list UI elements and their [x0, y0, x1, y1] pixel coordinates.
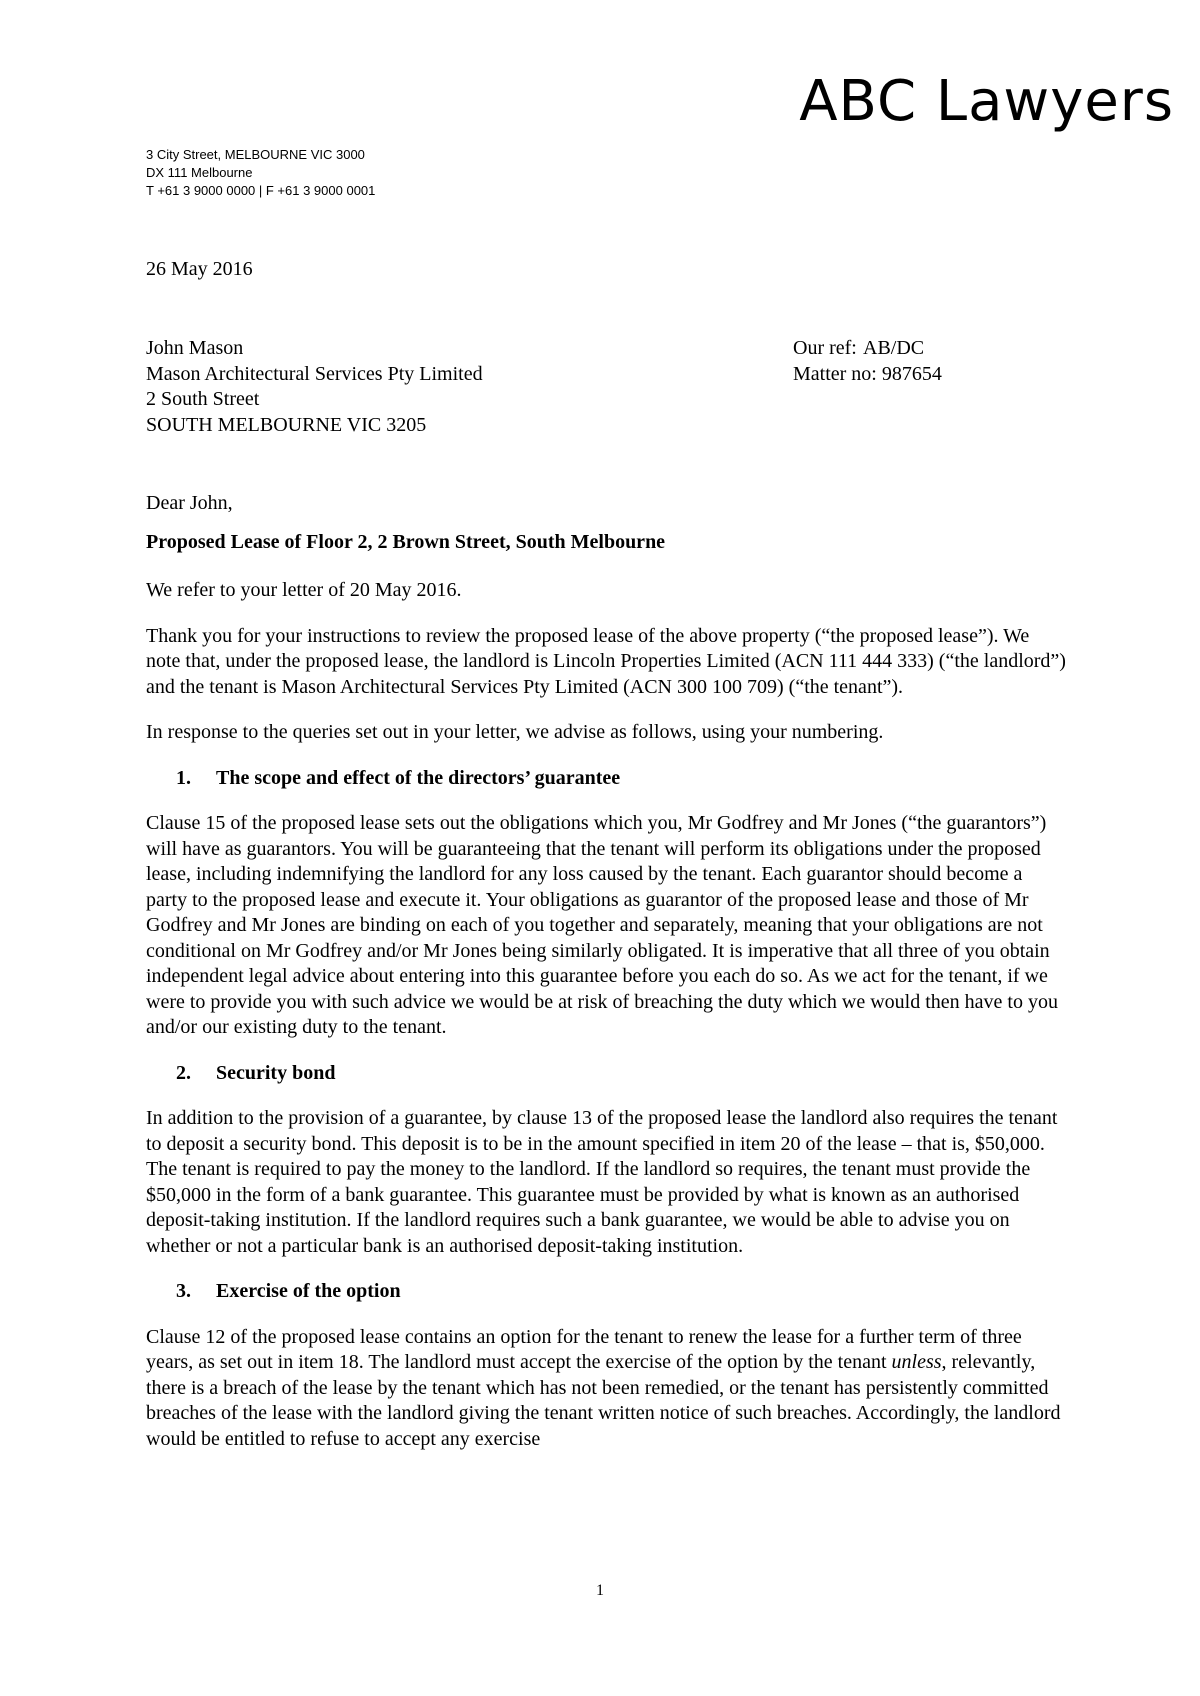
letter-date: 26 May 2016: [146, 258, 253, 280]
section-number: 2.: [176, 1061, 191, 1084]
recipient-city: SOUTH MELBOURNE VIC 3205: [146, 413, 427, 436]
our-ref-value: AB/DC: [863, 337, 925, 359]
letter-body: [146, 491, 1066, 1452]
firm-address-line: 3 City Street, MELBOURNE VIC 3000: [146, 147, 365, 162]
matter-value: 987654: [881, 362, 942, 385]
firm-phone-line: T +61 3 9000 0000 | F +61 3 9000 0001: [146, 183, 376, 198]
firm-address: [146, 146, 375, 200]
page-number: 1: [596, 1582, 604, 1599]
section-paragraph: In addition to the provision of a guarantee, by clause 13 of the proposed lease the landlord also requires the tenant to deposit a security bond. This deposit is to be in the amount specified in item 20 of the lease – that is, $50,000. The tenant is required to pay the money to the landlord. If the landlord so requires, the tenant must provide the $50,000 in the form of a bank guarantee. This guarantee must be provided by what is known as an authorised deposit-taking institution. If the landlord requires such a bank guarantee, we would be able to advise you on whether or not a particular bank is an authorised deposit-taking institution.: [146, 1107, 1058, 1257]
section-heading: [176, 1061, 1066, 1087]
section-title: Exercise of the option: [216, 1280, 401, 1302]
recipient-block: [146, 336, 483, 438]
section-title: The scope and effect of the directors’ guarantee: [216, 766, 621, 789]
section-title: Security bond: [216, 1061, 336, 1084]
recipient-street: 2 South Street: [146, 388, 260, 410]
section-heading: [176, 1279, 1066, 1305]
section-text-end: , relevantly, there is a breach of the lease by the tenant which has not been remedied, or the tenant has persistently committed breaches of the lease with the landlord giving the tenant written notice of such breaches. Accordingly, the landlord would be entitled to refuse to accept any exercise: [146, 1351, 1061, 1450]
section-number: 1.: [176, 766, 191, 789]
reference-block: [793, 336, 942, 387]
section-text-italic: unless: [891, 1351, 942, 1373]
section-text-start: Clause 12 of the proposed lease contains an option for the tenant to renew the lease for a further term of three years, as set out in item 18. The landlord must accept the exercise of the option by the tenant: [146, 1325, 1022, 1373]
section-number: 3.: [176, 1280, 191, 1302]
subject-line: Proposed Lease of Floor 2, 2 Brown Street, South Melbourne: [146, 530, 666, 553]
salutation: Dear John,: [146, 492, 233, 514]
our-ref-row: [793, 336, 942, 362]
recipient-company: Mason Architectural Services Pty Limited: [146, 362, 483, 385]
instructions-paragraph: Thank you for your instructions to review the proposed lease of the above property (“the proposed lease”). We note that, under the proposed lease, the landlord is Lincoln Properties Limited (ACN 111 444 333) (“the landlord”) and the tenant is Mason Architectural Services Pty Limited (ACN 300 100 709) (“the tenant”).: [146, 624, 1066, 698]
recipient-name: John Mason: [146, 337, 244, 359]
section-paragraph: [146, 1325, 1066, 1453]
response-paragraph: In response to the queries set out in your letter, we advise as follows, using your numbering.: [146, 721, 884, 743]
firm-dx-line: DX 111 Melbourne: [146, 165, 253, 180]
firm-logo: ABC Lawyers: [799, 69, 1174, 134]
section-paragraph: Clause 15 of the proposed lease sets out the obligations which you, Mr Godfrey and Mr Jones (“the guarantors”) will have as guarantors. You will be guaranteeing that the tenant will perform its obligations under the proposed lease, including indemnifying the landlord for any loss caused by the tenant. Each guarantor should become a party to the proposed lease and execute it. Your obligations as guarantor of the proposed lease and those of Mr Godfrey and Mr Jones are binding on each of you together and separately, meaning that your obligations are not conditional on Mr Godfrey and/or Mr Jones being similarly obligated. It is imperative that all three of you obtain independent legal advice about entering into this guarantee before you each do so. As we act for the tenant, if we were to provide you with such advice we would be at risk of breaching the duty which we would then have to you and/or our existing duty to the tenant.: [146, 812, 1058, 1038]
matter-label: Matter no:: [793, 362, 877, 385]
section-heading: [176, 766, 1066, 792]
our-ref-label: Our ref:: [793, 337, 857, 359]
intro-paragraph: We refer to your letter of 20 May 2016.: [146, 579, 462, 601]
matter-row: [793, 362, 942, 388]
